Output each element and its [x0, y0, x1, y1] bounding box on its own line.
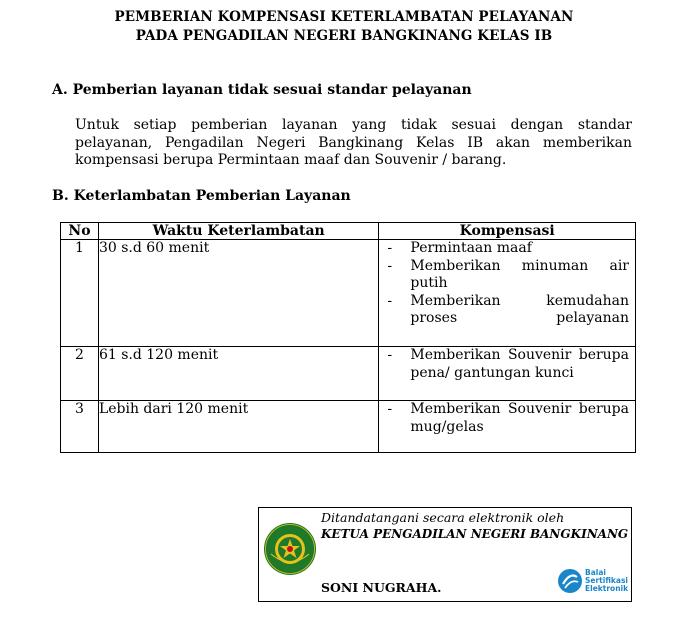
- signed-electronically-text: Ditandatangani secara elektronik oleh: [321, 510, 565, 525]
- list-item: - Memberikan Souvenir berupa pena/ gantungan kunci: [387, 347, 629, 382]
- list-item: - Memberikan minuman air putih: [387, 258, 629, 293]
- header-kompensasi: Kompensasi: [379, 223, 636, 240]
- table-row: [61, 401, 636, 453]
- header-no: No: [61, 223, 99, 240]
- header-waktu: Waktu Keterlambatan: [98, 223, 378, 240]
- bsre-label: [585, 569, 628, 593]
- row-no: 1: [61, 240, 99, 347]
- list-item: - Memberikan Souvenir berupa mug/gelas: [387, 401, 629, 436]
- document-title: [0, 8, 688, 46]
- row-waktu: 30 s.d 60 menit: [98, 240, 378, 347]
- row-kompensasi: [379, 240, 636, 347]
- bsre-logo: [557, 564, 631, 596]
- title-line-2: PADA PENGADILAN NEGERI BANGKINANG KELAS IB: [135, 28, 553, 44]
- court-seal-icon: [263, 522, 317, 576]
- bsre-emblem-icon: [557, 568, 583, 594]
- signer-position: KETUA PENGADILAN NEGERI BANGKINANG: [321, 527, 629, 541]
- section-a-heading: A. Pemberian layanan tidak sesuai standar pelayanan: [52, 82, 472, 98]
- row-waktu: 61 s.d 120 menit: [98, 347, 378, 401]
- table-row: [61, 347, 636, 401]
- bsre-line-1: Balai: [585, 568, 606, 577]
- table-header-row: [61, 223, 636, 240]
- list-item: [387, 293, 629, 328]
- row-kompensasi: [379, 401, 636, 453]
- row-no: 3: [61, 401, 99, 453]
- list-item-text-kemudahan: Memberikan kemudahan proses pelayanan: [410, 292, 629, 326]
- bsre-line-3: Elektronik: [585, 584, 629, 593]
- title-line-1: PEMBERIAN KOMPENSASI KETERLAMBATAN PELAYANAN: [114, 9, 574, 25]
- compensation-table: [60, 222, 636, 453]
- row-kompensasi: [379, 347, 636, 401]
- section-a-paragraph: Untuk setiap pemberian layanan yang tidak sesuai dengan standar pelayanan, Pengadilan Negeri Bangkinang Kelas IB akan memberikan kompensasi berupa Permintaan maaf dan Souvenir / barang.: [75, 117, 632, 168]
- signer-name: SONI NUGRAHA.: [321, 580, 442, 595]
- row-waktu: Lebih dari 120 menit: [98, 401, 378, 453]
- section-b-heading: B. Keterlambatan Pemberian Layanan: [52, 188, 351, 204]
- bsre-line-2: Sertifikasi: [585, 576, 628, 585]
- row-no: 2: [61, 347, 99, 401]
- list-item: - Permintaan maaf: [387, 240, 629, 258]
- electronic-signature-box: [258, 507, 632, 602]
- table-row: [61, 240, 636, 347]
